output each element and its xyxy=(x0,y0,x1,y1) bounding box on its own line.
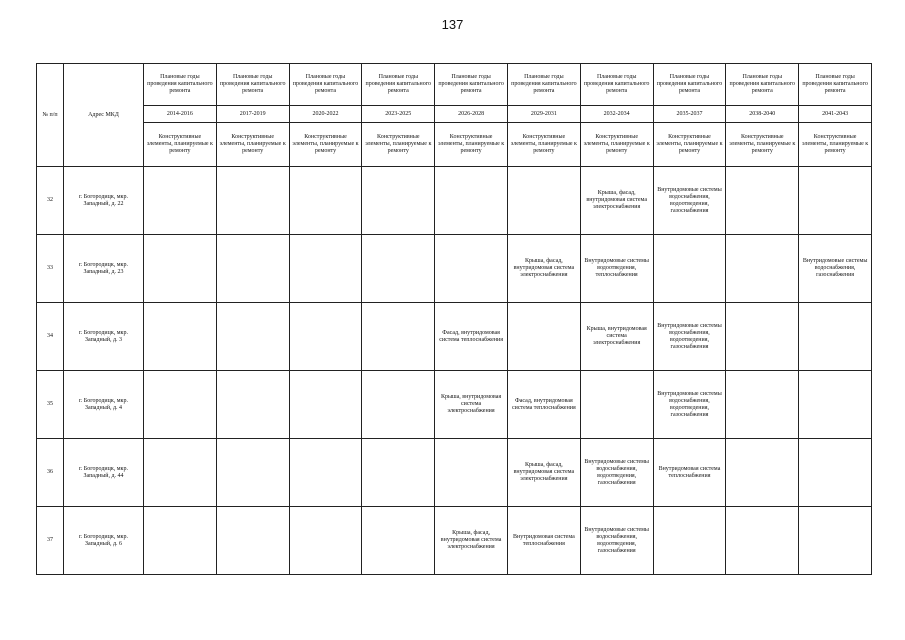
repair-elements-cell xyxy=(362,235,435,303)
repair-elements-cell: Внутридомовые системы водоснабжения, водоотведения, газоснабжения xyxy=(580,439,653,507)
row-address: г. Богородицк, мкр. Западный, д. 23 xyxy=(64,235,144,303)
header-row-elements xyxy=(37,123,872,167)
header-planned-years-label: Плановые годы проведения капитального ремонта xyxy=(144,64,217,106)
repair-elements-cell xyxy=(435,439,508,507)
header-period: 2038-2040 xyxy=(726,106,799,123)
header-period: 2017-2019 xyxy=(216,106,289,123)
header-planned-years-label: Плановые годы проведения капитального ремонта xyxy=(580,64,653,106)
repair-elements-cell xyxy=(435,235,508,303)
repair-elements-cell xyxy=(289,303,362,371)
repair-elements-cell xyxy=(726,235,799,303)
repair-elements-cell xyxy=(216,167,289,235)
repair-elements-cell xyxy=(726,371,799,439)
header-period: 2014-2016 xyxy=(144,106,217,123)
repair-elements-cell xyxy=(289,167,362,235)
header-elements-label: Конструктивные элементы, планируемые к ремонту xyxy=(362,123,435,167)
table-row xyxy=(37,235,872,303)
table-row xyxy=(37,167,872,235)
repair-elements-cell: Крыша, фасад, внутридомовая система электроснабжения xyxy=(507,235,580,303)
repair-elements-cell xyxy=(144,235,217,303)
header-elements-label: Конструктивные элементы, планируемые к ремонту xyxy=(216,123,289,167)
repair-elements-cell xyxy=(362,303,435,371)
repair-elements-cell: Внутридомовые системы водоотведения, теплоснабжения xyxy=(580,235,653,303)
row-address: г. Богородицк, мкр. Западный, д. 6 xyxy=(64,507,144,575)
repair-elements-cell xyxy=(216,303,289,371)
header-period: 2032-2034 xyxy=(580,106,653,123)
header-planned-years-label: Плановые годы проведения капитального ремонта xyxy=(216,64,289,106)
repair-elements-cell xyxy=(507,303,580,371)
repair-elements-cell xyxy=(144,167,217,235)
header-elements-label: Конструктивные элементы, планируемые к ремонту xyxy=(507,123,580,167)
row-number: 36 xyxy=(37,439,64,507)
repair-elements-cell xyxy=(726,439,799,507)
repair-elements-cell xyxy=(362,439,435,507)
table-row xyxy=(37,371,872,439)
repair-elements-cell xyxy=(289,371,362,439)
repair-elements-cell: Крыша, фасад, внутридомовая система электроснабжения xyxy=(580,167,653,235)
header-planned-years-label: Плановые годы проведения капитального ремонта xyxy=(799,64,872,106)
repair-elements-cell xyxy=(289,439,362,507)
repair-elements-cell xyxy=(362,167,435,235)
repair-elements-cell xyxy=(216,235,289,303)
header-period: 2029-2031 xyxy=(507,106,580,123)
repair-elements-cell xyxy=(216,371,289,439)
repair-elements-cell xyxy=(799,439,872,507)
repair-elements-cell xyxy=(144,439,217,507)
table-row xyxy=(37,507,872,575)
repair-elements-cell xyxy=(653,507,726,575)
page-number: 137 xyxy=(441,17,464,32)
repair-elements-cell xyxy=(653,235,726,303)
repair-elements-cell xyxy=(216,439,289,507)
header-planned-years-label: Плановые годы проведения капитального ремонта xyxy=(726,64,799,106)
header-row-periods xyxy=(37,106,872,123)
repair-elements-cell xyxy=(507,167,580,235)
row-address: г. Богородицк, мкр. Западный, д. 4 xyxy=(64,371,144,439)
header-address: Адрес МКД xyxy=(64,64,144,167)
repair-elements-cell: Внутридомовые системы водоснабжения, водоотведения, газоснабжения xyxy=(653,167,726,235)
repair-elements-cell: Внутридомовые системы водоснабжения, водоотведения, газоснабжения xyxy=(580,507,653,575)
row-number: 32 xyxy=(37,167,64,235)
repair-elements-cell: Внутридомовая система теплоснабжения xyxy=(653,439,726,507)
repair-elements-cell xyxy=(726,303,799,371)
table-body xyxy=(37,167,872,575)
row-number: 34 xyxy=(37,303,64,371)
header-elements-label: Конструктивные элементы, планируемые к ремонту xyxy=(144,123,217,167)
repair-elements-cell xyxy=(362,507,435,575)
repair-elements-cell xyxy=(580,371,653,439)
row-number: 33 xyxy=(37,235,64,303)
header-elements-label: Конструктивные элементы, планируемые к ремонту xyxy=(653,123,726,167)
header-planned-years-label: Плановые годы проведения капитального ремонта xyxy=(289,64,362,106)
header-period: 2023-2025 xyxy=(362,106,435,123)
repair-elements-cell: Фасад, внутридомовая система теплоснабжения xyxy=(507,371,580,439)
repair-elements-cell: Крыша, фасад, внутридомовая система электроснабжения xyxy=(435,507,508,575)
header-elements-label: Конструктивные элементы, планируемые к ремонту xyxy=(435,123,508,167)
repair-elements-cell xyxy=(144,507,217,575)
repair-elements-cell xyxy=(726,167,799,235)
row-number: 35 xyxy=(37,371,64,439)
repair-elements-cell xyxy=(289,507,362,575)
header-period: 2041-2043 xyxy=(799,106,872,123)
repair-elements-cell: Внутридомовые системы водоснабжения, газоснабжения xyxy=(799,235,872,303)
header-elements-label: Конструктивные элементы, планируемые к ремонту xyxy=(799,123,872,167)
capital-repair-schedule-table xyxy=(36,63,872,575)
repair-elements-cell: Крыша, внутридомовая система электроснабжения xyxy=(435,371,508,439)
repair-elements-cell xyxy=(726,507,799,575)
repair-elements-cell: Внутридомовые системы водоснабжения, водоотведения, газоснабжения xyxy=(653,371,726,439)
header-period: 2020-2022 xyxy=(289,106,362,123)
header-planned-years-label: Плановые годы проведения капитального ремонта xyxy=(435,64,508,106)
table-header xyxy=(37,64,872,167)
repair-elements-cell xyxy=(289,235,362,303)
header-elements-label: Конструктивные элементы, планируемые к ремонту xyxy=(726,123,799,167)
repair-elements-cell: Фасад, внутридомовая система теплоснабжения xyxy=(435,303,508,371)
repair-elements-cell xyxy=(144,371,217,439)
row-number: 37 xyxy=(37,507,64,575)
table-row xyxy=(37,303,872,371)
repair-elements-cell xyxy=(799,167,872,235)
header-period: 2035-2037 xyxy=(653,106,726,123)
repair-elements-cell: Крыша, фасад, внутридомовая система электроснабжения xyxy=(507,439,580,507)
header-period: 2026-2028 xyxy=(435,106,508,123)
repair-elements-cell xyxy=(216,507,289,575)
row-address: г. Богородицк, мкр. Западный, д. 44 xyxy=(64,439,144,507)
header-elements-label: Конструктивные элементы, планируемые к ремонту xyxy=(580,123,653,167)
repair-elements-cell xyxy=(435,167,508,235)
header-row-planned-years xyxy=(37,64,872,106)
header-elements-label: Конструктивные элементы, планируемые к ремонту xyxy=(289,123,362,167)
header-planned-years-label: Плановые годы проведения капитального ремонта xyxy=(507,64,580,106)
header-num: № п/п xyxy=(37,64,64,167)
header-planned-years-label: Плановые годы проведения капитального ремонта xyxy=(653,64,726,106)
repair-elements-cell xyxy=(799,303,872,371)
header-planned-years-label: Плановые годы проведения капитального ремонта xyxy=(362,64,435,106)
repair-elements-cell xyxy=(362,371,435,439)
table-row xyxy=(37,439,872,507)
repair-elements-cell xyxy=(144,303,217,371)
repair-elements-cell xyxy=(799,371,872,439)
row-address: г. Богородицк, мкр. Западный, д. 22 xyxy=(64,167,144,235)
repair-elements-cell xyxy=(799,507,872,575)
repair-elements-cell: Внутридомовые системы водоснабжения, водоотведения, газоснабжения xyxy=(653,303,726,371)
repair-elements-cell: Крыша, внутридомовая система электроснабжения xyxy=(580,303,653,371)
row-address: г. Богородицк, мкр. Западный, д. 3 xyxy=(64,303,144,371)
repair-elements-cell: Внутридомовая система теплоснабжения xyxy=(507,507,580,575)
